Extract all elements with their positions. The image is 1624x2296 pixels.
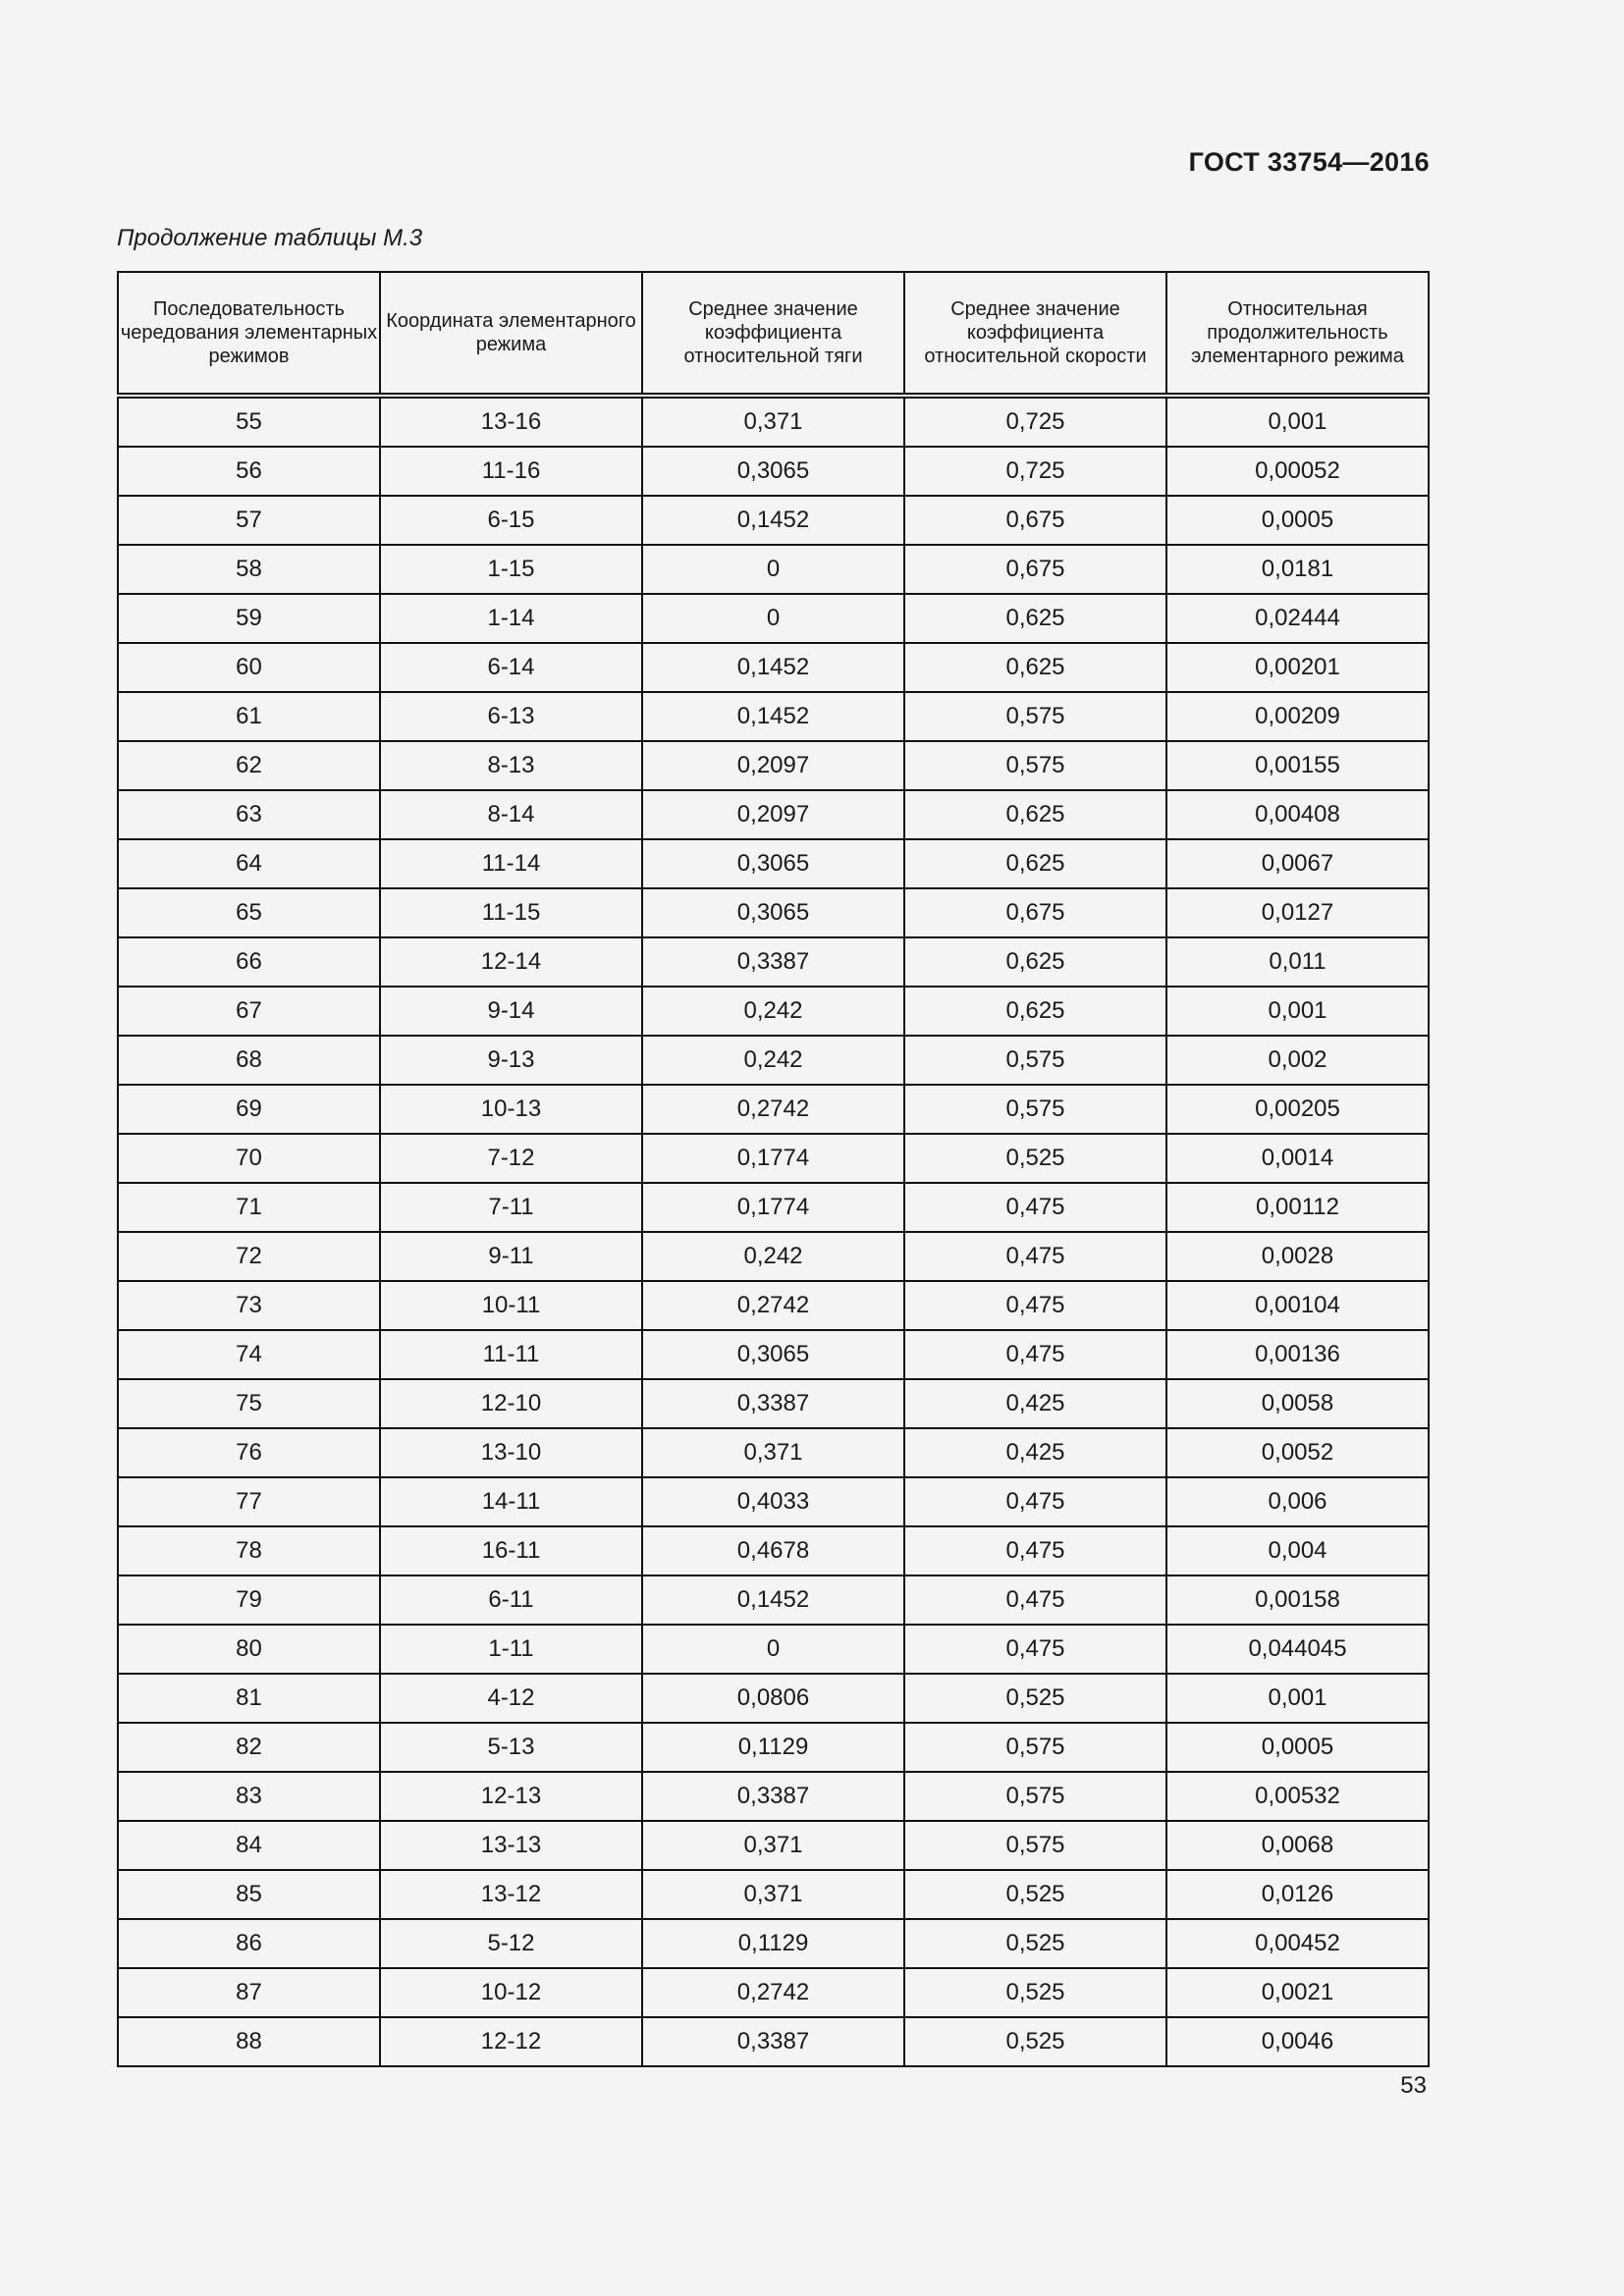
cell-speed: 0,575 xyxy=(904,1772,1166,1821)
cell-thrust: 0,3387 xyxy=(642,1772,904,1821)
cell-speed: 0,525 xyxy=(904,1134,1166,1183)
cell-coordinate: 1-14 xyxy=(380,594,642,643)
table-row xyxy=(118,839,1429,888)
cell-duration: 0,0014 xyxy=(1166,1134,1429,1183)
cell-sequence: 82 xyxy=(118,1723,380,1772)
cell-coordinate: 8-14 xyxy=(380,790,642,839)
cell-duration: 0,0005 xyxy=(1166,1723,1429,1772)
cell-sequence: 58 xyxy=(118,545,380,594)
cell-speed: 0,575 xyxy=(904,1723,1166,1772)
cell-sequence: 65 xyxy=(118,888,380,937)
table-row xyxy=(118,496,1429,545)
cell-speed: 0,625 xyxy=(904,790,1166,839)
cell-sequence: 55 xyxy=(118,396,380,447)
table-caption: Продолжение таблицы М.3 xyxy=(117,225,423,251)
cell-thrust: 0,371 xyxy=(642,1870,904,1919)
cell-duration: 0,00158 xyxy=(1166,1575,1429,1625)
cell-speed: 0,525 xyxy=(904,1674,1166,1723)
table-row xyxy=(118,447,1429,496)
cell-duration: 0,00052 xyxy=(1166,447,1429,496)
cell-thrust: 0,2097 xyxy=(642,790,904,839)
cell-duration: 0,0058 xyxy=(1166,1379,1429,1428)
cell-coordinate: 13-10 xyxy=(380,1428,642,1477)
cell-duration: 0,00201 xyxy=(1166,643,1429,692)
table-row xyxy=(118,1723,1429,1772)
table-row xyxy=(118,1625,1429,1674)
table-row xyxy=(118,1477,1429,1526)
cell-speed: 0,575 xyxy=(904,741,1166,790)
table-row xyxy=(118,1281,1429,1330)
cell-thrust: 0,3065 xyxy=(642,1330,904,1379)
cell-sequence: 87 xyxy=(118,1968,380,2017)
cell-sequence: 88 xyxy=(118,2017,380,2066)
cell-duration: 0,0127 xyxy=(1166,888,1429,937)
cell-coordinate: 7-12 xyxy=(380,1134,642,1183)
cell-sequence: 57 xyxy=(118,496,380,545)
cell-thrust: 0,2742 xyxy=(642,1968,904,2017)
cell-coordinate: 10-12 xyxy=(380,1968,642,2017)
cell-thrust: 0,371 xyxy=(642,1428,904,1477)
cell-thrust: 0,1129 xyxy=(642,1723,904,1772)
cell-duration: 0,0005 xyxy=(1166,496,1429,545)
cell-duration: 0,0021 xyxy=(1166,1968,1429,2017)
cell-duration: 0,006 xyxy=(1166,1477,1429,1526)
cell-speed: 0,475 xyxy=(904,1477,1166,1526)
table-row xyxy=(118,594,1429,643)
cell-sequence: 60 xyxy=(118,643,380,692)
cell-coordinate: 13-16 xyxy=(380,396,642,447)
cell-duration: 0,011 xyxy=(1166,937,1429,987)
cell-coordinate: 11-14 xyxy=(380,839,642,888)
cell-duration: 0,00112 xyxy=(1166,1183,1429,1232)
cell-duration: 0,00136 xyxy=(1166,1330,1429,1379)
cell-sequence: 81 xyxy=(118,1674,380,1723)
cell-speed: 0,625 xyxy=(904,937,1166,987)
cell-duration: 0,00408 xyxy=(1166,790,1429,839)
table-row xyxy=(118,1821,1429,1870)
table-row xyxy=(118,1085,1429,1134)
cell-coordinate: 13-13 xyxy=(380,1821,642,1870)
cell-sequence: 85 xyxy=(118,1870,380,1919)
cell-thrust: 0,1129 xyxy=(642,1919,904,1968)
cell-speed: 0,425 xyxy=(904,1379,1166,1428)
table-row xyxy=(118,790,1429,839)
cell-duration: 0,0181 xyxy=(1166,545,1429,594)
cell-coordinate: 11-11 xyxy=(380,1330,642,1379)
cell-sequence: 75 xyxy=(118,1379,380,1428)
cell-duration: 0,001 xyxy=(1166,396,1429,447)
cell-speed: 0,475 xyxy=(904,1183,1166,1232)
cell-thrust: 0,3387 xyxy=(642,2017,904,2066)
cell-thrust: 0,4033 xyxy=(642,1477,904,1526)
cell-sequence: 78 xyxy=(118,1526,380,1575)
table-row xyxy=(118,1919,1429,1968)
cell-sequence: 67 xyxy=(118,987,380,1036)
cell-sequence: 86 xyxy=(118,1919,380,1968)
table-row xyxy=(118,2017,1429,2066)
cell-coordinate: 11-16 xyxy=(380,447,642,496)
cell-thrust: 0 xyxy=(642,545,904,594)
page-number: 53 xyxy=(1400,2072,1427,2099)
cell-thrust: 0,1452 xyxy=(642,643,904,692)
cell-coordinate: 7-11 xyxy=(380,1183,642,1232)
cell-speed: 0,525 xyxy=(904,1968,1166,2017)
cell-speed: 0,625 xyxy=(904,594,1166,643)
cell-thrust: 0,2742 xyxy=(642,1085,904,1134)
cell-speed: 0,575 xyxy=(904,1036,1166,1085)
cell-coordinate: 1-11 xyxy=(380,1625,642,1674)
table-row xyxy=(118,1870,1429,1919)
cell-thrust: 0,3387 xyxy=(642,937,904,987)
table-row xyxy=(118,1575,1429,1625)
cell-duration: 0,001 xyxy=(1166,1674,1429,1723)
cell-sequence: 71 xyxy=(118,1183,380,1232)
cell-sequence: 61 xyxy=(118,692,380,741)
cell-duration: 0,00155 xyxy=(1166,741,1429,790)
cell-speed: 0,525 xyxy=(904,2017,1166,2066)
cell-coordinate: 9-13 xyxy=(380,1036,642,1085)
table-row xyxy=(118,545,1429,594)
cell-thrust: 0,371 xyxy=(642,396,904,447)
cell-duration: 0,00532 xyxy=(1166,1772,1429,1821)
cell-coordinate: 6-14 xyxy=(380,643,642,692)
cell-thrust: 0,1452 xyxy=(642,1575,904,1625)
cell-duration: 0,0068 xyxy=(1166,1821,1429,1870)
cell-duration: 0,00205 xyxy=(1166,1085,1429,1134)
cell-speed: 0,625 xyxy=(904,987,1166,1036)
cell-coordinate: 12-13 xyxy=(380,1772,642,1821)
cell-coordinate: 8-13 xyxy=(380,741,642,790)
cell-sequence: 69 xyxy=(118,1085,380,1134)
cell-duration: 0,001 xyxy=(1166,987,1429,1036)
table-row xyxy=(118,1134,1429,1183)
cell-duration: 0,00104 xyxy=(1166,1281,1429,1330)
cell-coordinate: 11-15 xyxy=(380,888,642,937)
column-header-sequence: Последовательность чередования элементарных режимов xyxy=(118,272,380,396)
cell-speed: 0,475 xyxy=(904,1575,1166,1625)
cell-coordinate: 9-14 xyxy=(380,987,642,1036)
cell-sequence: 68 xyxy=(118,1036,380,1085)
cell-sequence: 64 xyxy=(118,839,380,888)
table-row xyxy=(118,692,1429,741)
cell-coordinate: 4-12 xyxy=(380,1674,642,1723)
cell-speed: 0,675 xyxy=(904,888,1166,937)
cell-sequence: 63 xyxy=(118,790,380,839)
cell-speed: 0,525 xyxy=(904,1870,1166,1919)
cell-coordinate: 14-11 xyxy=(380,1477,642,1526)
cell-coordinate: 16-11 xyxy=(380,1526,642,1575)
cell-thrust: 0,3065 xyxy=(642,888,904,937)
column-header-coordinate: Координата элементарного режима xyxy=(380,272,642,396)
cell-duration: 0,0028 xyxy=(1166,1232,1429,1281)
cell-duration: 0,0067 xyxy=(1166,839,1429,888)
cell-thrust: 0,3065 xyxy=(642,839,904,888)
cell-coordinate: 10-13 xyxy=(380,1085,642,1134)
cell-duration: 0,002 xyxy=(1166,1036,1429,1085)
cell-coordinate: 12-12 xyxy=(380,2017,642,2066)
cell-coordinate: 9-11 xyxy=(380,1232,642,1281)
cell-thrust: 0,242 xyxy=(642,987,904,1036)
cell-sequence: 70 xyxy=(118,1134,380,1183)
table-row xyxy=(118,1428,1429,1477)
table-row xyxy=(118,1232,1429,1281)
cell-speed: 0,425 xyxy=(904,1428,1166,1477)
cell-speed: 0,475 xyxy=(904,1232,1166,1281)
cell-duration: 0,0126 xyxy=(1166,1870,1429,1919)
cell-coordinate: 1-15 xyxy=(380,545,642,594)
table-row xyxy=(118,987,1429,1036)
cell-sequence: 66 xyxy=(118,937,380,987)
cell-speed: 0,625 xyxy=(904,643,1166,692)
cell-sequence: 80 xyxy=(118,1625,380,1674)
table-row xyxy=(118,1330,1429,1379)
cell-speed: 0,625 xyxy=(904,839,1166,888)
table-row xyxy=(118,741,1429,790)
cell-speed: 0,575 xyxy=(904,1821,1166,1870)
column-header-duration: Относительная продолжительность элементарного режима xyxy=(1166,272,1429,396)
table-row xyxy=(118,1183,1429,1232)
cell-sequence: 72 xyxy=(118,1232,380,1281)
table-row xyxy=(118,396,1429,447)
column-header-speed: Среднее значение коэффициента относительной скорости xyxy=(904,272,1166,396)
cell-speed: 0,475 xyxy=(904,1281,1166,1330)
cell-duration: 0,0052 xyxy=(1166,1428,1429,1477)
cell-speed: 0,725 xyxy=(904,447,1166,496)
cell-thrust: 0,1774 xyxy=(642,1134,904,1183)
cell-sequence: 76 xyxy=(118,1428,380,1477)
cell-sequence: 77 xyxy=(118,1477,380,1526)
cell-thrust: 0,2742 xyxy=(642,1281,904,1330)
cell-duration: 0,044045 xyxy=(1166,1625,1429,1674)
cell-coordinate: 12-10 xyxy=(380,1379,642,1428)
cell-sequence: 84 xyxy=(118,1821,380,1870)
cell-thrust: 0,4678 xyxy=(642,1526,904,1575)
cell-coordinate: 6-15 xyxy=(380,496,642,545)
cell-sequence: 74 xyxy=(118,1330,380,1379)
cell-thrust: 0,3065 xyxy=(642,447,904,496)
table-header-row xyxy=(118,272,1429,396)
cell-duration: 0,004 xyxy=(1166,1526,1429,1575)
table-row xyxy=(118,1968,1429,2017)
cell-sequence: 73 xyxy=(118,1281,380,1330)
cell-thrust: 0,1452 xyxy=(642,692,904,741)
cell-sequence: 59 xyxy=(118,594,380,643)
table-row xyxy=(118,1772,1429,1821)
table-row xyxy=(118,1674,1429,1723)
cell-coordinate: 6-13 xyxy=(380,692,642,741)
cell-speed: 0,675 xyxy=(904,496,1166,545)
document-code: ГОСТ 33754—2016 xyxy=(1188,147,1430,177)
cell-coordinate: 12-14 xyxy=(380,937,642,987)
data-table xyxy=(117,271,1430,2067)
cell-speed: 0,575 xyxy=(904,1085,1166,1134)
cell-thrust: 0,1452 xyxy=(642,496,904,545)
cell-coordinate: 5-13 xyxy=(380,1723,642,1772)
column-header-thrust: Среднее значение коэффициента относительной тяги xyxy=(642,272,904,396)
cell-thrust: 0,0806 xyxy=(642,1674,904,1723)
cell-sequence: 56 xyxy=(118,447,380,496)
cell-thrust: 0 xyxy=(642,1625,904,1674)
cell-speed: 0,675 xyxy=(904,545,1166,594)
table-row xyxy=(118,888,1429,937)
cell-thrust: 0 xyxy=(642,594,904,643)
table-body xyxy=(118,396,1429,2066)
cell-duration: 0,00452 xyxy=(1166,1919,1429,1968)
table-row xyxy=(118,1036,1429,1085)
cell-thrust: 0,242 xyxy=(642,1232,904,1281)
cell-duration: 0,02444 xyxy=(1166,594,1429,643)
cell-speed: 0,475 xyxy=(904,1625,1166,1674)
cell-thrust: 0,2097 xyxy=(642,741,904,790)
cell-speed: 0,475 xyxy=(904,1330,1166,1379)
cell-thrust: 0,1774 xyxy=(642,1183,904,1232)
cell-duration: 0,0046 xyxy=(1166,2017,1429,2066)
table-row xyxy=(118,643,1429,692)
cell-sequence: 79 xyxy=(118,1575,380,1625)
cell-coordinate: 5-12 xyxy=(380,1919,642,1968)
table-row xyxy=(118,1379,1429,1428)
table-row xyxy=(118,1526,1429,1575)
cell-coordinate: 13-12 xyxy=(380,1870,642,1919)
cell-sequence: 62 xyxy=(118,741,380,790)
cell-thrust: 0,242 xyxy=(642,1036,904,1085)
cell-coordinate: 6-11 xyxy=(380,1575,642,1625)
table-row xyxy=(118,937,1429,987)
cell-thrust: 0,371 xyxy=(642,1821,904,1870)
cell-thrust: 0,3387 xyxy=(642,1379,904,1428)
cell-speed: 0,525 xyxy=(904,1919,1166,1968)
cell-coordinate: 10-11 xyxy=(380,1281,642,1330)
cell-duration: 0,00209 xyxy=(1166,692,1429,741)
cell-speed: 0,725 xyxy=(904,396,1166,447)
cell-speed: 0,575 xyxy=(904,692,1166,741)
cell-speed: 0,475 xyxy=(904,1526,1166,1575)
cell-sequence: 83 xyxy=(118,1772,380,1821)
